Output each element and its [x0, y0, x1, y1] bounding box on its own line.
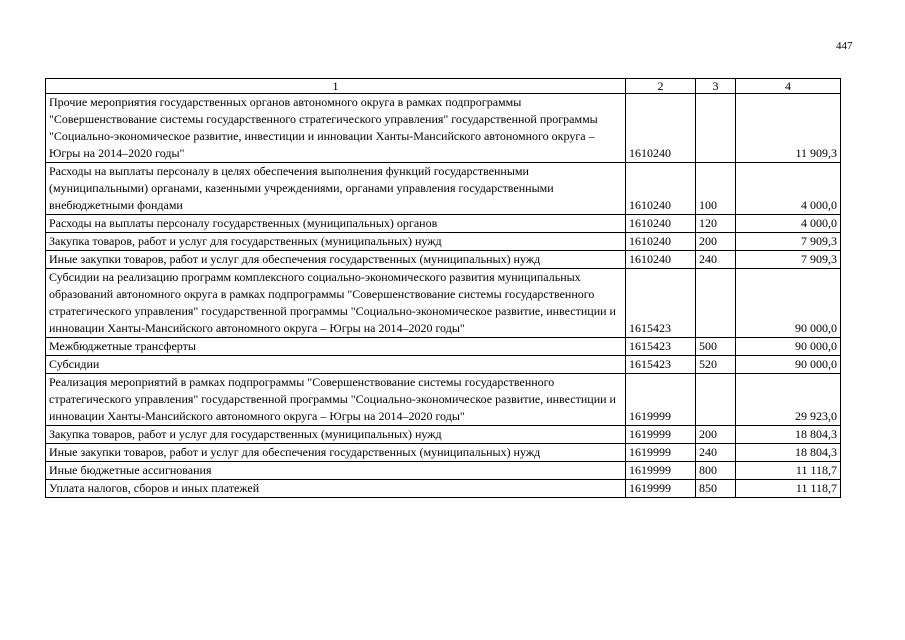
row-code: 1615423: [626, 356, 696, 374]
row-code: 1619999: [626, 426, 696, 444]
table-row: [46, 338, 841, 356]
row-code: 1610240: [626, 215, 696, 233]
table-row: [46, 374, 841, 426]
row-amount: 7 909,3: [736, 251, 841, 269]
row-description: Межбюджетные трансферты: [46, 338, 626, 356]
row-type: [696, 94, 736, 163]
column-header: 2: [626, 79, 696, 94]
row-amount: 90 000,0: [736, 338, 841, 356]
row-description: Расходы на выплаты персоналу государственных (муниципальных) органов: [46, 215, 626, 233]
row-description: Уплата налогов, сборов и иных платежей: [46, 480, 626, 498]
table-row: [46, 444, 841, 462]
table-row: [46, 163, 841, 215]
column-header: 1: [46, 79, 626, 94]
row-description: Расходы на выплаты персоналу в целях обеспечения выполнения функций государственными (муниципальными) органами, казенными учреждениями, органами управления государственными внебюджетными фондами: [46, 163, 626, 215]
row-type: 500: [696, 338, 736, 356]
row-code: 1615423: [626, 269, 696, 338]
table-row: [46, 233, 841, 251]
row-amount: 7 909,3: [736, 233, 841, 251]
row-code: 1610240: [626, 94, 696, 163]
row-amount: 11 118,7: [736, 462, 841, 480]
row-code: 1610240: [626, 163, 696, 215]
row-type: 200: [696, 426, 736, 444]
row-amount: 29 923,0: [736, 374, 841, 426]
row-code: 1610240: [626, 251, 696, 269]
column-header: 4: [736, 79, 841, 94]
row-description: Субсидии на реализацию программ комплексного социально-экономического развития муниципальных образований автономного округа в рамках подпрограммы "Совершенствование системы государственного стратегического управления" государственной программы "Социально-экономическое развитие, инвестиции и инновации Ханты-Мансийского автономного округа – Югры на 2014–2020 годы": [46, 269, 626, 338]
row-code: 1619999: [626, 374, 696, 426]
row-amount: 90 000,0: [736, 356, 841, 374]
row-description: Прочие мероприятия государственных органов автономного округа в рамках подпрограммы "Совершенствование системы государственного стратегического управления" государственной программы "Социально-экономическое развитие, инвестиции и инновации Ханты-Мансийского автономного округа – Югры на 2014–2020 годы": [46, 94, 626, 163]
row-type: 240: [696, 444, 736, 462]
column-header: 3: [696, 79, 736, 94]
row-code: 1619999: [626, 462, 696, 480]
row-type: [696, 269, 736, 338]
row-amount: 18 804,3: [736, 444, 841, 462]
row-type: 850: [696, 480, 736, 498]
row-amount: 11 909,3: [736, 94, 841, 163]
row-code: 1610240: [626, 233, 696, 251]
row-description: Субсидии: [46, 356, 626, 374]
row-type: 520: [696, 356, 736, 374]
budget-table: [45, 78, 841, 498]
table-header-row: [46, 79, 841, 94]
row-description: Иные закупки товаров, работ и услуг для обеспечения государственных (муниципальных) нужд: [46, 251, 626, 269]
table-row: [46, 94, 841, 163]
row-type: 800: [696, 462, 736, 480]
row-amount: 90 000,0: [736, 269, 841, 338]
table-row: [46, 251, 841, 269]
row-type: 240: [696, 251, 736, 269]
row-amount: 4 000,0: [736, 215, 841, 233]
page-number: 447: [836, 40, 853, 52]
table-row: [46, 462, 841, 480]
row-description: Иные бюджетные ассигнования: [46, 462, 626, 480]
row-code: 1619999: [626, 480, 696, 498]
row-type: 200: [696, 233, 736, 251]
row-description: Иные закупки товаров, работ и услуг для обеспечения государственных (муниципальных) нужд: [46, 444, 626, 462]
row-description: Закупка товаров, работ и услуг для государственных (муниципальных) нужд: [46, 426, 626, 444]
table-row: [46, 480, 841, 498]
table-row: [46, 215, 841, 233]
row-amount: 18 804,3: [736, 426, 841, 444]
table-row: [46, 356, 841, 374]
row-amount: 11 118,7: [736, 480, 841, 498]
row-type: 100: [696, 163, 736, 215]
row-amount: 4 000,0: [736, 163, 841, 215]
table-row: [46, 426, 841, 444]
row-description: Закупка товаров, работ и услуг для государственных (муниципальных) нужд: [46, 233, 626, 251]
row-type: [696, 374, 736, 426]
row-type: 120: [696, 215, 736, 233]
row-code: 1615423: [626, 338, 696, 356]
row-description: Реализация мероприятий в рамках подпрограммы "Совершенствование системы государственного стратегического управления" государственной программы "Социально-экономическое развитие, инвестиции и инновации Ханты-Мансийского автономного округа – Югры на 2014–2020 годы": [46, 374, 626, 426]
table-row: [46, 269, 841, 338]
row-code: 1619999: [626, 444, 696, 462]
